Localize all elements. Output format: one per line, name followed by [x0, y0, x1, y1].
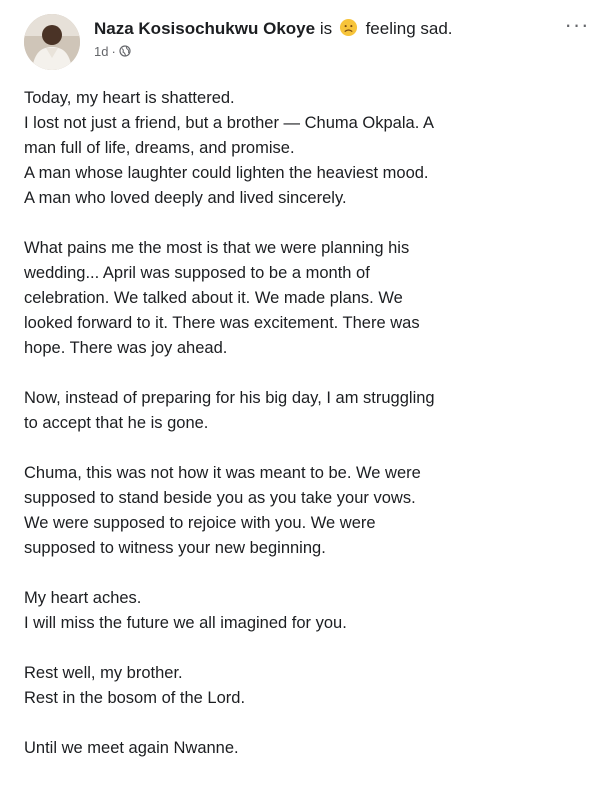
- post-text-line: I lost not just a friend, but a brother — Chuma Okpala. A: [24, 114, 434, 132]
- author-avatar[interactable]: [24, 14, 80, 70]
- post-paragraph: [24, 736, 598, 761]
- post-text-line: What pains me the most is that we were planning his: [24, 239, 410, 257]
- post-paragraph: [24, 386, 598, 436]
- post-text-line: Chuma, this was not how it was meant to be. We were: [24, 464, 421, 482]
- post-paragraph: [24, 461, 598, 561]
- post-text-line: I will miss the future we all imagined for you.: [24, 614, 347, 632]
- post-text-line: My heart aches.: [24, 589, 142, 607]
- post-text-line: Rest well, my brother.: [24, 664, 183, 682]
- post-meta: [94, 44, 131, 60]
- post-text-line: A man who loved deeply and lived sincerely.: [24, 189, 347, 207]
- post-text-line: to accept that he is gone.: [24, 414, 209, 432]
- post-text-line: Rest in the bosom of the Lord.: [24, 689, 246, 707]
- post-text-line: hope. There was joy ahead.: [24, 339, 228, 357]
- post-paragraph: [24, 236, 598, 361]
- meta-separator: ·: [111, 44, 116, 59]
- globe-icon[interactable]: [119, 45, 131, 57]
- post-title-line: [94, 18, 453, 40]
- feeling-status: feeling sad.: [365, 19, 453, 38]
- post-text-line: man full of life, dreams, and promise.: [24, 139, 295, 157]
- sad-face-emoji-icon: [339, 18, 358, 37]
- avatar-image: [24, 14, 80, 70]
- post-paragraph: [24, 586, 598, 636]
- post-paragraph: [24, 661, 598, 711]
- more-options-button[interactable]: [560, 12, 594, 40]
- post-body: [24, 86, 598, 786]
- post-text-line: wedding... April was supposed to be a month of: [24, 264, 370, 282]
- post-text-line: celebration. We talked about it. We made plans. We: [24, 289, 403, 307]
- post-text-line: looked forward to it. There was excitement. There was: [24, 314, 420, 332]
- feeling-connector: is: [319, 19, 333, 38]
- post-text-line: Now, instead of preparing for his big day, I am struggling: [24, 389, 435, 407]
- post-timestamp[interactable]: 1d: [94, 44, 109, 59]
- more-options-icon: ···: [564, 12, 590, 37]
- post-paragraph: [24, 86, 598, 211]
- post-text-line: Until we meet again Nwanne.: [24, 739, 239, 757]
- post-text-line: Today, my heart is shattered.: [24, 89, 235, 107]
- post-text-line: A man whose laughter could lighten the heaviest mood.: [24, 164, 429, 182]
- post-text-line: supposed to stand beside you as you take your vows.: [24, 489, 416, 507]
- author-name-link[interactable]: Naza Kosisochukwu Okoye: [94, 19, 316, 38]
- post-text-line: We were supposed to rejoice with you. We were: [24, 514, 376, 532]
- post-text-line: supposed to witness your new beginning.: [24, 539, 326, 557]
- post-header: [24, 10, 594, 72]
